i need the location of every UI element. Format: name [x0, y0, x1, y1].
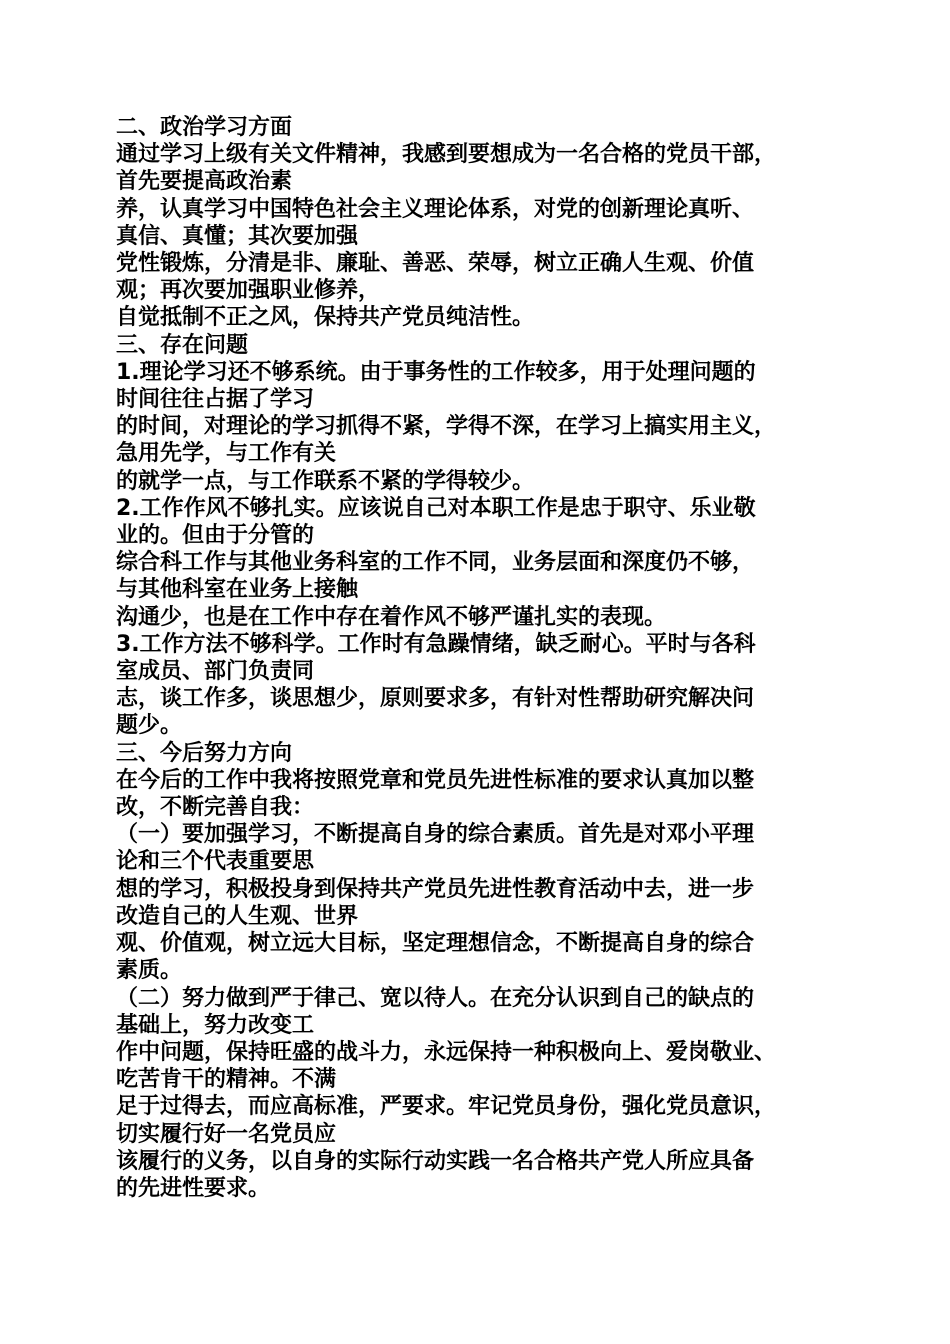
- text-line: 在今后的工作中我将按照党章和党员先进性标准的要求认真加以整: [116, 767, 755, 793]
- text-line: 题少。: [116, 713, 183, 739]
- text-line: 的先进性要求。: [116, 1175, 271, 1201]
- text-line: 三、今后努力方向: [116, 740, 293, 766]
- text-line: 论和三个代表重要思: [116, 849, 315, 875]
- text-line: 足于过得去，而应高标准，严要求。牢记党员身份，强化党员意识，: [116, 1094, 777, 1120]
- text-line: 养，认真学习中国特色社会主义理论体系，对党的创新理论真听、: [116, 196, 755, 222]
- text-line: 1.理论学习还不够系统。由于事务性的工作较多，用于处理问题的: [116, 359, 756, 385]
- text-line: 的就学一点，与工作联系不紧的学得较少。: [116, 468, 535, 494]
- text-line: 作中问题，保持旺盛的战斗力，永远保持一种积极向上、爱岗敬业、: [116, 1039, 777, 1065]
- document-body: [116, 114, 836, 1202]
- text-line: 沟通少，也是在工作中存在着作风不够严谨扎实的表现。: [116, 604, 667, 630]
- text-line: 2.工作作风不够扎实。应该说自己对本职工作是忠于职守、乐业敬: [116, 495, 756, 521]
- text-line: 室成员、部门负责同: [116, 659, 315, 685]
- text-line: 党性锻炼，分清是非、廉耻、善恶、荣辱，树立正确人生观、价值: [116, 251, 755, 277]
- text-line: 吃苦肯干的精神。不满: [116, 1067, 337, 1093]
- text-line: 真信、真懂；其次要加强: [116, 223, 359, 249]
- text-line: 观；再次要加强职业修养，: [116, 278, 381, 304]
- text-line: 3.工作方法不够科学。工作时有急躁情绪，缺乏耐心。平时与各科: [116, 631, 756, 657]
- text-line: 的时间，对理论的学习抓得不紧，学得不深，在学习上搞实用主义，: [116, 414, 777, 440]
- text-line: 基础上，努力改变工: [116, 1012, 315, 1038]
- text-line: 首先要提高政治素: [116, 169, 293, 195]
- text-line: 改造自己的人生观、世界: [116, 903, 359, 929]
- text-line: 二、政治学习方面: [116, 115, 293, 140]
- text-line: 综合科工作与其他业务科室的工作不同，业务层面和深度仍不够，: [116, 550, 755, 576]
- text-line: 与其他科室在业务上接触: [116, 577, 359, 603]
- text-line: 该履行的义务，以自身的实际行动实践一名合格共产党人所应具备: [116, 1148, 755, 1174]
- text-line: 急用先学，与工作有关: [116, 441, 337, 467]
- text-line: 观、价值观，树立远大目标，坚定理想信念，不断提高自身的综合: [116, 931, 755, 957]
- text-line: （一）要加强学习，不断提高自身的综合素质。首先是对邓小平理: [116, 822, 755, 848]
- text-line: 通过学习上级有关文件精神，我感到要想成为一名合格的党员干部，: [116, 142, 777, 168]
- text-line: 业的。但由于分管的: [116, 523, 315, 549]
- text-line: 三、存在问题: [116, 332, 249, 358]
- text-line: 切实履行好一名党员应: [116, 1121, 337, 1147]
- text-line: 改，不断完善自我：: [116, 795, 315, 821]
- text-line: 想的学习，积极投身到保持共产党员先进性教育活动中去，进一步: [116, 876, 755, 902]
- text-line: 素质。: [116, 958, 183, 984]
- text-line: （二）努力做到严于律己、宽以待人。在充分认识到自己的缺点的: [116, 985, 755, 1011]
- text-line: 自觉抵制不正之风，保持共产党员纯洁性。: [116, 305, 535, 331]
- text-line: 志，谈工作多，谈思想少，原则要求多，有针对性帮助研究解决问: [116, 686, 755, 712]
- text-line: 时间往往占据了学习: [116, 387, 315, 413]
